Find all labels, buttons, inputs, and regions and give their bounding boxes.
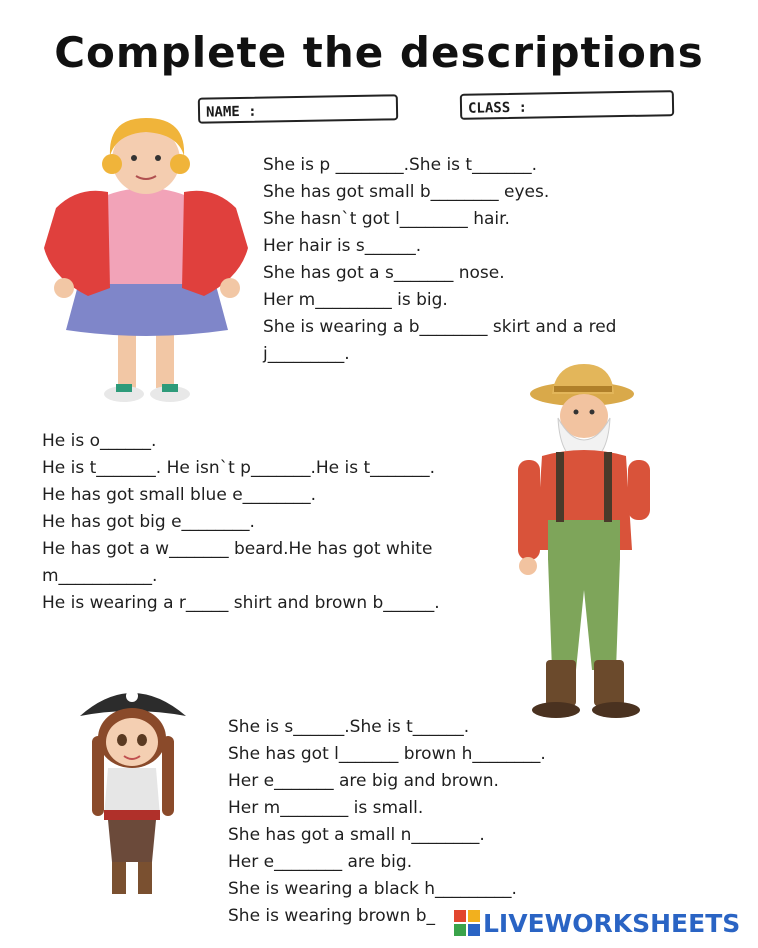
pirate-girl-line: She is wearing a black h_________.: [228, 879, 517, 899]
pirate-girl-description-block: [228, 714, 546, 930]
pirate-girl-line: Her e_______ are big and brown.: [228, 771, 499, 791]
woman-illustration: [38, 108, 254, 408]
pirate-girl-line: Her e________ are big.: [228, 852, 413, 872]
page-title: Complete the descriptions: [54, 28, 704, 77]
pirate-girl-line: She has got a small n________.: [228, 825, 485, 845]
pirate-girl-line: She is s______.She is t______.: [228, 717, 470, 737]
pirate-girl-line: Her m________ is small.: [228, 798, 424, 818]
old-man-line: He has got big e________.: [42, 512, 255, 532]
woman-line: She is p ________.She is t_______.: [263, 155, 537, 175]
old-man-line: He is wearing a r_____ shirt and brown b______.: [42, 593, 440, 613]
liveworksheets-logo-icon: [454, 910, 480, 936]
woman-line: She has got a s_______ nose.: [263, 263, 505, 283]
old-man-line: He is t_______. He isn`t p_______.He is t_______.: [42, 458, 436, 478]
name-label: NAME :: [205, 103, 257, 121]
class-field[interactable]: [460, 90, 674, 120]
woman-line: Her hair is s______.: [263, 236, 422, 256]
old-man-line: He is o______.: [42, 431, 157, 451]
pirate-girl-line: She is wearing brown b_: [228, 906, 436, 926]
woman-line: She is wearing a b________ skirt and a red: [263, 317, 617, 337]
woman-line: j_________.: [263, 344, 350, 364]
liveworksheets-logo: [450, 906, 744, 940]
old-man-line: m___________.: [42, 566, 158, 586]
pirate-girl-illustration: [74, 676, 192, 904]
old-man-line: He has got a w_______ beard.He has got white: [42, 539, 433, 559]
logo-text: LIVEWORKSHEETS: [483, 908, 741, 938]
pirate-girl-line: She has got l_______ brown h________.: [228, 744, 546, 764]
old-man-line: He has got small blue e________.: [42, 485, 317, 505]
old-man-description-block: [42, 428, 440, 617]
class-label: CLASS :: [467, 99, 528, 117]
woman-line: Her m_________ is big.: [263, 290, 448, 310]
woman-line: She hasn`t got l________ hair.: [263, 209, 510, 229]
woman-description-block: [263, 152, 616, 368]
old-man-illustration: [512, 360, 658, 722]
woman-line: She has got small b________ eyes.: [263, 182, 550, 202]
